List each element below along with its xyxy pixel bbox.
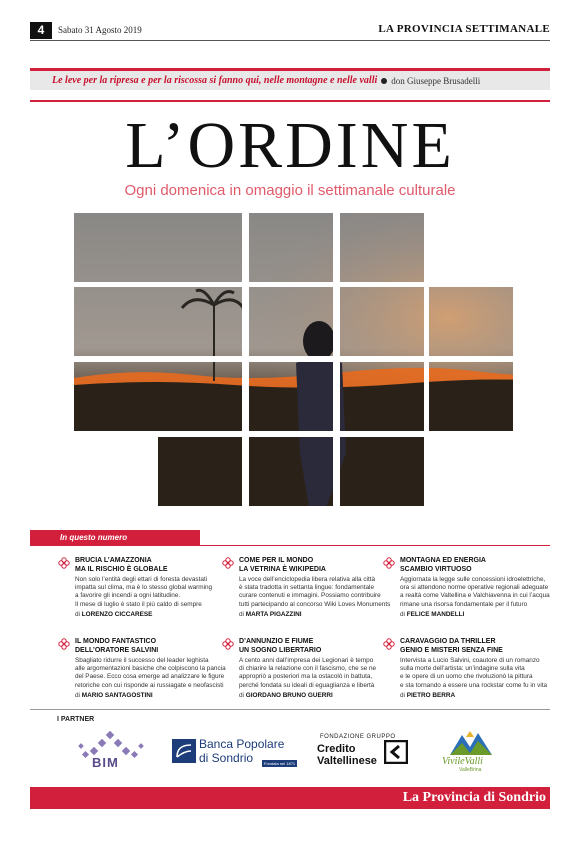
- flower-icon: [383, 638, 395, 650]
- flower-icon: [58, 557, 70, 569]
- article-summary: Non solo l’entità degli ettari di foresta devastati impatta sul clima, ma è lo stesso global warming a favorire gli incendi a ogni latitudine. Il mese di luglio è stato il più caldo di sempre: [75, 576, 213, 608]
- article-title: CARAVAGGIO DA THRILLER GENIO E MISTERI SENZA FINE: [400, 638, 503, 654]
- article-salvini[interactable]: [75, 638, 227, 700]
- header-rule: [30, 40, 550, 41]
- photo-tile: [429, 287, 513, 356]
- quote-text: Le leve per la ripresa e per la riscossa si fanno qui, nelle montagne e nelle valli: [52, 75, 378, 86]
- article-title: D’ANNUNZIO E FIUME UN SOGNO LIBERTARIO: [239, 638, 322, 654]
- cv-logo-icon[interactable]: [384, 740, 408, 764]
- photo-tile: [74, 213, 158, 282]
- paper-name: LA PROVINCIA SETTIMANALE: [378, 23, 550, 35]
- cv-logo-text: Credito Valtellinese: [317, 743, 377, 767]
- article-caravaggio[interactable]: [400, 638, 552, 700]
- photo-tile: [340, 213, 424, 282]
- article-author: di LORENZO CICCARESE: [75, 610, 153, 618]
- photo-tile: [340, 287, 424, 356]
- flower-icon: [58, 638, 70, 650]
- photo-tile: [249, 362, 333, 431]
- photo-tile: [158, 437, 242, 506]
- cv-foundation: FONDAZIONE GRUPPO: [320, 734, 396, 740]
- article-title: BRUCIA L’AMAZZONIA MA IL RISCHIO È GLOBALE: [75, 557, 168, 573]
- masthead-subtitle: Ogni domenica in omaggio il settimanale culturale: [124, 182, 456, 199]
- article-title: COME PER IL MONDO LA VETRINA È WIKIPEDIA: [239, 557, 326, 573]
- bullet-dot-icon: [381, 78, 387, 84]
- photo-tile: [249, 437, 333, 506]
- article-energia[interactable]: [400, 557, 552, 619]
- article-summary: A cento anni dall’impresa dei Legionari è tempo di chiarire la relazione con il fascismo, che se ne appropriò a posteriori ma la ostacolò in battuta, perché fondata su ideali di eguaglianza e libertà: [239, 657, 377, 689]
- issue-date: Sabato 31 Agosto 2019: [58, 25, 142, 35]
- masthead-title: L’ORDINE: [125, 109, 455, 182]
- page-number: 4: [30, 22, 52, 39]
- article-summary: Intervista a Lucio Salvini, coautore di un romanzo sulla morte dell’artista: un’indagine sulla vita e le opere di un uomo che rivoluzionò la pittura e sta tornando a essere una rockstar come fu in vita: [400, 657, 548, 689]
- article-author: di GIORDANO BRUNO GUERRI: [239, 691, 333, 699]
- bps-logo-icon[interactable]: [172, 739, 196, 763]
- vivilevalli-logo-text: VivileValli: [442, 756, 483, 767]
- article-summary: Aggiornata la legge sulle concessioni idroelettriche, ora si attendono norme operative regionali adeguate a realtà come Valtellina e Valchiavenna in cui l’acqua rimane una risorsa fondamentale per il futuro: [400, 576, 550, 608]
- vivilevalli-sub: ValleBrina: [459, 767, 482, 773]
- photo-tile: [249, 287, 333, 356]
- quote-bar: [30, 68, 550, 90]
- partner-label: I PARTNER: [57, 716, 95, 723]
- article-author: di MARTA PIGAZZINI: [239, 610, 302, 618]
- photo-tile: [340, 362, 424, 431]
- flower-icon: [383, 557, 395, 569]
- footer-title: La Provincia di Sondrio: [402, 790, 546, 805]
- photo-tile: [158, 287, 242, 356]
- article-author: di PIETRO BERRA: [400, 691, 456, 699]
- article-fiume[interactable]: [239, 638, 391, 700]
- article-amazzonia[interactable]: [75, 557, 227, 619]
- article-wikipedia[interactable]: [239, 557, 391, 619]
- photo-tile: [340, 437, 424, 506]
- photo-tile: [158, 362, 242, 431]
- photo-tile: [74, 287, 158, 356]
- red-divider: [30, 100, 550, 102]
- photo-tile: [74, 362, 158, 431]
- quote-author: don Giuseppe Brusadelli: [391, 75, 481, 86]
- bps-founded: Fondata nel 1871: [264, 761, 296, 766]
- article-summary: Sbagliato ridurre il successo del leader leghista alle argomentazioni basiche che colpiscono la pancia del Paese. Ecco cosa emerge ad analizzare le figure retoriche con cui risponde ai russiagate e neofascisti: [75, 657, 226, 689]
- article-title: IL MONDO FANTASTICO DELL’ORATORE SALVINI: [75, 638, 159, 654]
- article-author: di FELICE MANDELLI: [400, 610, 465, 618]
- photo-tile: [249, 213, 333, 282]
- bps-logo-text: Banca Popolare di Sondrio: [199, 737, 285, 765]
- flower-icon: [222, 638, 234, 650]
- article-summary: La voce dell’enciclopedia libera relativa alla città è stata tradotta in settanta lingue: fondamentale curare contenuti e immagini. Possiamo contribuire tutti partecipando al concorso Wiki Loves Monuments: [239, 576, 391, 608]
- article-author: di MARIO SANTAGOSTINI: [75, 691, 153, 699]
- section-label: In questo numero: [30, 530, 200, 545]
- section-rule: [30, 545, 550, 546]
- bim-logo-text: BIM: [92, 755, 119, 770]
- partner-rule: [30, 709, 550, 710]
- photo-tile: [429, 362, 513, 431]
- flower-icon: [222, 557, 234, 569]
- photo-tile: [158, 213, 242, 282]
- article-title: MONTAGNA ED ENERGIA SCAMBIO VIRTUOSO: [400, 557, 486, 573]
